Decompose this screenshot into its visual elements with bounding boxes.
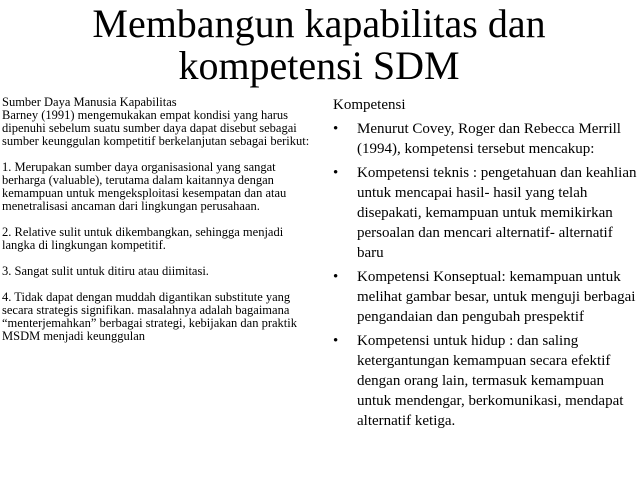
right-heading: Kompetensi — [333, 97, 406, 113]
bullet-text: Kompetensi Konseptual: kemampuan untuk melihat gambar besar, untuk menguji berbagai pengandaian dan pengubah prespektif — [357, 269, 636, 325]
slide-title-line-2: kompetensi SDM — [178, 43, 460, 88]
slide-title-line-1: Membangun kapabilitas dan — [92, 1, 546, 46]
bullet-text: Menurut Covey, Roger dan Rebecca Merrill (1994), kompetensi tersebut mencakup: — [357, 121, 621, 157]
left-text-column — [2, 96, 312, 356]
left-intro-paragraph: Barney (1991) mengemukakan empat kondisi yang harus dipenuhi sebelum suatu sumber daya dapat disebut sebagai sumber keunggulan kompetitif berkelanjutan sebagai berikut: — [2, 108, 310, 148]
right-bullet-list — [333, 119, 637, 431]
left-point-4: 4. Tidak dapat dengan muddah digantikan substitute yang secara strategis signifikan. masalahnya adalah bagaimana “menterjemahkan” berbagai strategi, kebijakan dan praktik MSDM menjadi keunggulan — [2, 290, 298, 343]
bullet-marker: • — [333, 165, 339, 181]
bullet-item-1 — [333, 119, 637, 159]
bullet-marker: • — [333, 269, 339, 285]
right-text-column — [333, 95, 637, 435]
bullet-item-3 — [333, 267, 637, 327]
bullet-marker: • — [333, 121, 339, 137]
left-heading: Sumber Daya Manusia Kapabilitas — [2, 95, 177, 109]
left-point-1: 1. Merupakan sumber daya organisasional yang sangat berharga (valuable), terutama dalam kaitannya dengan kemampuan untuk mengeksploitasi kesempatan dan atau menetralisasi ancaman dari lingkungan perusahaan. — [2, 160, 287, 213]
bullet-marker: • — [333, 333, 339, 349]
bullet-item-2 — [333, 163, 637, 263]
bullet-text: Kompetensi untuk hidup : dan saling ketergantungan kemampuan secara efektif dengan orang lain, termasuk kemampuan untuk mendengar, berkomunikasi, mendapat alternatif ketiga. — [357, 333, 624, 429]
slide-title — [0, 3, 638, 87]
left-point-3: 3. Sangat sulit untuk ditiru atau diimitasi. — [2, 264, 209, 278]
bullet-text: Kompetensi teknis : pengetahuan dan keahlian untuk mencapai hasil- hasil yang telah disepakati, kemampuan untuk memikirkan persoalan dan mencari alternatif- alternatif baru — [357, 165, 637, 261]
bullet-item-4 — [333, 331, 637, 431]
left-point-2: 2. Relative sulit untuk dikembangkan, sehingga menjadi langka di lingkungan kompetitif. — [2, 225, 284, 252]
